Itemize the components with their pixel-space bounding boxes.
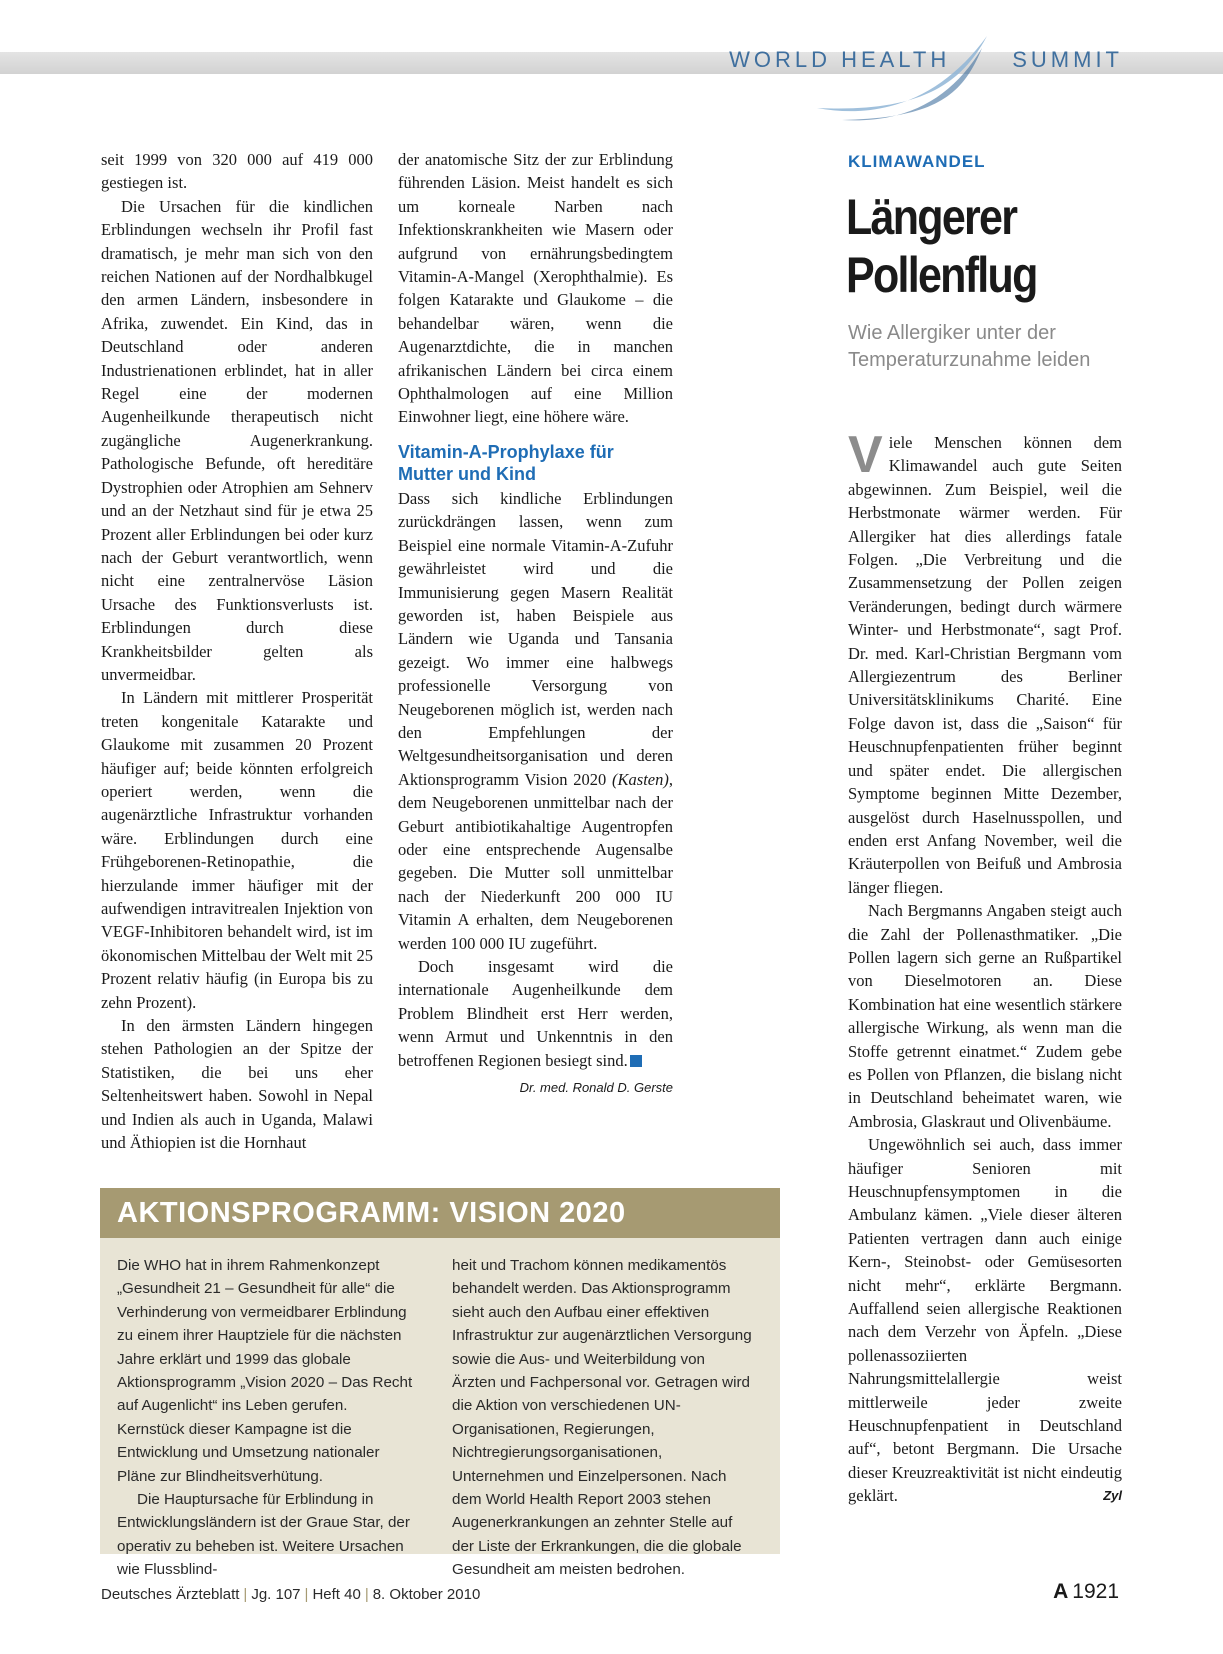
paragraph: In den ärmsten Ländern hingegen stehen Pathologien an der Spitze der Statistiken, die bei uns eher Seltenheitswert haben. Sowohl in Nepal und Indien als auch in Uganda, Malawi und Äthiopien ist die Hornhaut bbox=[101, 1016, 373, 1153]
paragraph: heit und Trachom können medikamentös behandelt werden. Das Aktionsprogramm sieht auch den Aufbau einer effektiven Infrastruktur zur augenärztlichen Versorgung sowie die Aus- und Weiterbildung von Ärzten und Fachpersonal vor. Getragen wird die Aktion von verschiedenen UN-Organisationen, Regierungen, Nichtregierungsorganisationen, Unternehmen und Einzelpersonen. Nach dem World Health Report 2003 stehen Augenerkrankungen an zehnter Stelle auf der Liste der Erkrankungen, die die globale Gesundheit am meisten bedrohen. bbox=[452, 1257, 752, 1579]
paragraph: Ungewöhnlich sei auch, dass immer häufiger Senioren mit Heuschnupfensymptomen in die Ambulanz kämen. „Viele dieser älteren Patienten vertragen dann auch einige Kern-, Steinobst- oder Gemüsesorten nicht mehr“, erklärte Bergmann. Auffallend seien allergische Reaktionen nach dem Verzehr von Äpfeln. „Diese pollenassoziierten Nahrungsmittelallergie weist mittlerweile jeder zweite Heuschnupfenpatient in Deutschland auf“, betont Bergmann. Die Ursache dieser Kreuzreaktivität ist nicht eindeutig geklärt. Zyl bbox=[848, 1133, 1122, 1508]
paragraph: seit 1999 von 320 000 auf 419 000 gestiegen ist. bbox=[101, 150, 373, 193]
sidebar-kicker: KLIMAWANDEL bbox=[848, 152, 986, 171]
paragraph: der anatomische Sitz der zur Erblindung führenden Läsion. Meist handelt es sich um korneale Narben nach Infektionskrankheiten wie Masern oder aufgrund von ernährungsbedingtem Vitamin-A-Mangel (Xerophthalmie). Es folgen Katarakte und Glaukome – die behandelbar wären, wenn die Augenarztdichte, die in manchen afrikanischen Ländern bei circa einem Ophthalmologen auf eine Million Einwohner liegt, eine höhere wäre. bbox=[398, 150, 673, 427]
section-subhead: Vitamin-A-Prophylaxe für Mutter und Kind bbox=[398, 441, 614, 484]
paragraph: In Ländern mit mittlerer Prosperität treten kongenitale Katarakte und Glaukome mit zusammen 20 Prozent häufiger auf; beide könnten erfolgreich operiert werden, wenn die augenärztliche Infrastruktur vorhanden wäre. Erblindungen durch eine Frühgeborenen-Retinopathie, die hierzulande immer häufiger mit der aufwendigen intravitrealen Injektion von VEGF-Inhibitoren behandelt wird, ist im ökonomischen Mittelbau der Welt mit 25 Prozent relativ häufig (in Europa bis zu zehn Prozent). bbox=[101, 688, 373, 1012]
issue-date: 8. Oktober 2010 bbox=[372, 1586, 481, 1603]
summit-logo-swoosh-icon bbox=[812, 28, 1062, 128]
info-box-column-2 bbox=[452, 1254, 752, 1582]
volume: Jg. 107 bbox=[251, 1586, 301, 1603]
sidebar-headline: Längerer Pollenflug bbox=[846, 189, 1037, 303]
issue: Heft 40 bbox=[312, 1586, 361, 1603]
paragraph: Viele Menschen können dem Klimawandel auch gute Seiten abgewinnen. Zum Beispiel, weil die Herbstmonate wärmer werden. Für Allergiker hat dies allerdings fatale Folgen. „Die Verbreitung und die Zusammensetzung der Pollen zeigen Veränderungen, bedingt durch wärmere Winter- und Herbstmonate“, sagt Prof. Dr. med. Karl-Christian Bergmann vom Allergiezentrum des Berliner Universitätsklinikums Charité. Eine Folge davon ist, dass die „Saison“ für Heuschnupfenpatienten früher beginnt und später endet. Die allergischen Symptome beginnen Mitte Dezember, ausgelöst durch Haselnusspollen, und enden erst Anfang November, weil die Kräuterpollen von Beifuß und Ambrosia länger fliegen. bbox=[848, 426, 1122, 897]
paragraph: Die Ursachen für die kindlichen Erblindungen wechseln ihr Profil fast dramatisch, je mehr man sich von den reichen Nationen auf der Nordhalbkugel den armen Ländern, insbesondere in Afrika, zuwendet. Ein Kind, das in Deutschland oder anderen Industrienationen erblindet, hat in aller Regel eine der modernen Augenheilkunde therapeutisch nicht zugängliche Augenerkrankung. Pathologische Befunde, oft hereditäre Dystrophien oder Atrophien am Sehnerv und an der Netzhaut sind für je etwa 25 Prozent aller Erblindungen bei oder kurz nach der Geburt verantwortlich, wenn nicht eine zentralnervöse Läsion Ursache des Funktionsverlusts ist. Erblindungen durch diese Krankheitsbilder gelten als unvermeidbar. bbox=[101, 196, 373, 684]
footer-citation: Deutsches Ärzteblatt | Jg. 107 | Heft 40 | 8. Oktober 2010 bbox=[101, 1586, 481, 1603]
header-title-left: WORLD HEALTH bbox=[729, 47, 951, 72]
article-column-1 bbox=[101, 148, 373, 1154]
header-title-right: SUMMIT bbox=[1012, 47, 1123, 72]
paragraph: Dass sich kindliche Erblindungen zurückdrängen lassen, wenn zum Beispiel eine normale Vitamin-A-Zufuhr gewährleistet wird und die Immunisierung gegen Masern Realität geworden ist, haben Beispiele aus Ländern wie Uganda und Tansania gezeigt. Wo immer eine halbwegs professionelle Versorgung von Neugeborenen möglich ist, werden nach den Empfehlungen der Weltgesundheitsorganisation und deren Aktionsprogramm Vision 2020 (Kasten), dem Neugeborenen unmittelbar nach der Geburt antibiotikahaltige Augentropfen oder eine entsprechende Augensalbe gegeben. Die Mutter soll unmittelbar nach der Niederkunft 200 000 IU Vitamin A erhalten, dem Neugeborenen werden 100 000 IU zugeführt. bbox=[398, 488, 673, 953]
info-box-column-1 bbox=[117, 1254, 417, 1582]
paragraph: Die WHO hat in ihrem Rahmenkonzept „Gesundheit 21 – Gesundheit für alle“ die Verhinderung von vermeidbarer Erblindung zu einem ihrer Hauptziele für die nächsten Jahre erklärt und 1999 das globale Aktionsprogramm „Vision 2020 – Das Recht auf Augenlicht“ ins Leben gerufen. Kernstück dieser Kampagne ist die Entwicklung und Umsetzung nationaler Pläne zur Blindheitsverhütung. bbox=[117, 1257, 413, 1485]
info-box-title: AKTIONSPROGRAMM: VISION 2020 bbox=[100, 1188, 780, 1238]
journal-name: Deutsches Ärzteblatt bbox=[101, 1586, 240, 1603]
paragraph: Die Hauptursache für Erblindung in Entwicklungsländern ist der Graue Star, der operativ zu beheben ist. Weitere Ursachen wie Flussblind- bbox=[117, 1491, 410, 1579]
author-signature: Zyl bbox=[1103, 1488, 1122, 1504]
box-reference: (Kasten) bbox=[612, 769, 669, 789]
author-byline: Dr. med. Ronald D. Gerste bbox=[519, 1080, 673, 1096]
paragraph: Doch insgesamt wird die internationale Augenheilkunde dem Problem Blindheit erst Herr werden, wenn Armut und Unkenntnis in den betroffenen Regionen besiegt sind. bbox=[398, 957, 673, 1070]
drop-cap: V bbox=[848, 426, 883, 484]
header-title bbox=[729, 47, 1123, 73]
page-number: A 1921 bbox=[1053, 1580, 1119, 1603]
paragraph: Nach Bergmanns Angaben steigt auch die Zahl der Pollenasthmatiker. „Die Pollen lagern sich gerne an Rußpartikel von Dieselmotoren an. Diese Kombination hat eine wesentlich stärkere allergische Wirkung, als wenn man die Stoffe getrennt einatmet.“ Zudem gebe es Pollen von Pflanzen, die bislang nicht in Deutschland beheimatet waren, wie Ambrosia, Glaskraut und Olivenbäume. bbox=[848, 901, 1122, 1131]
info-box bbox=[100, 1188, 780, 1579]
sidebar-standfirst: Wie Allergiker unter der Temperaturzunahme leiden bbox=[848, 322, 1091, 371]
article-column-2 bbox=[398, 148, 673, 1099]
end-mark-icon bbox=[630, 1055, 642, 1067]
sidebar-column bbox=[848, 426, 1122, 1508]
